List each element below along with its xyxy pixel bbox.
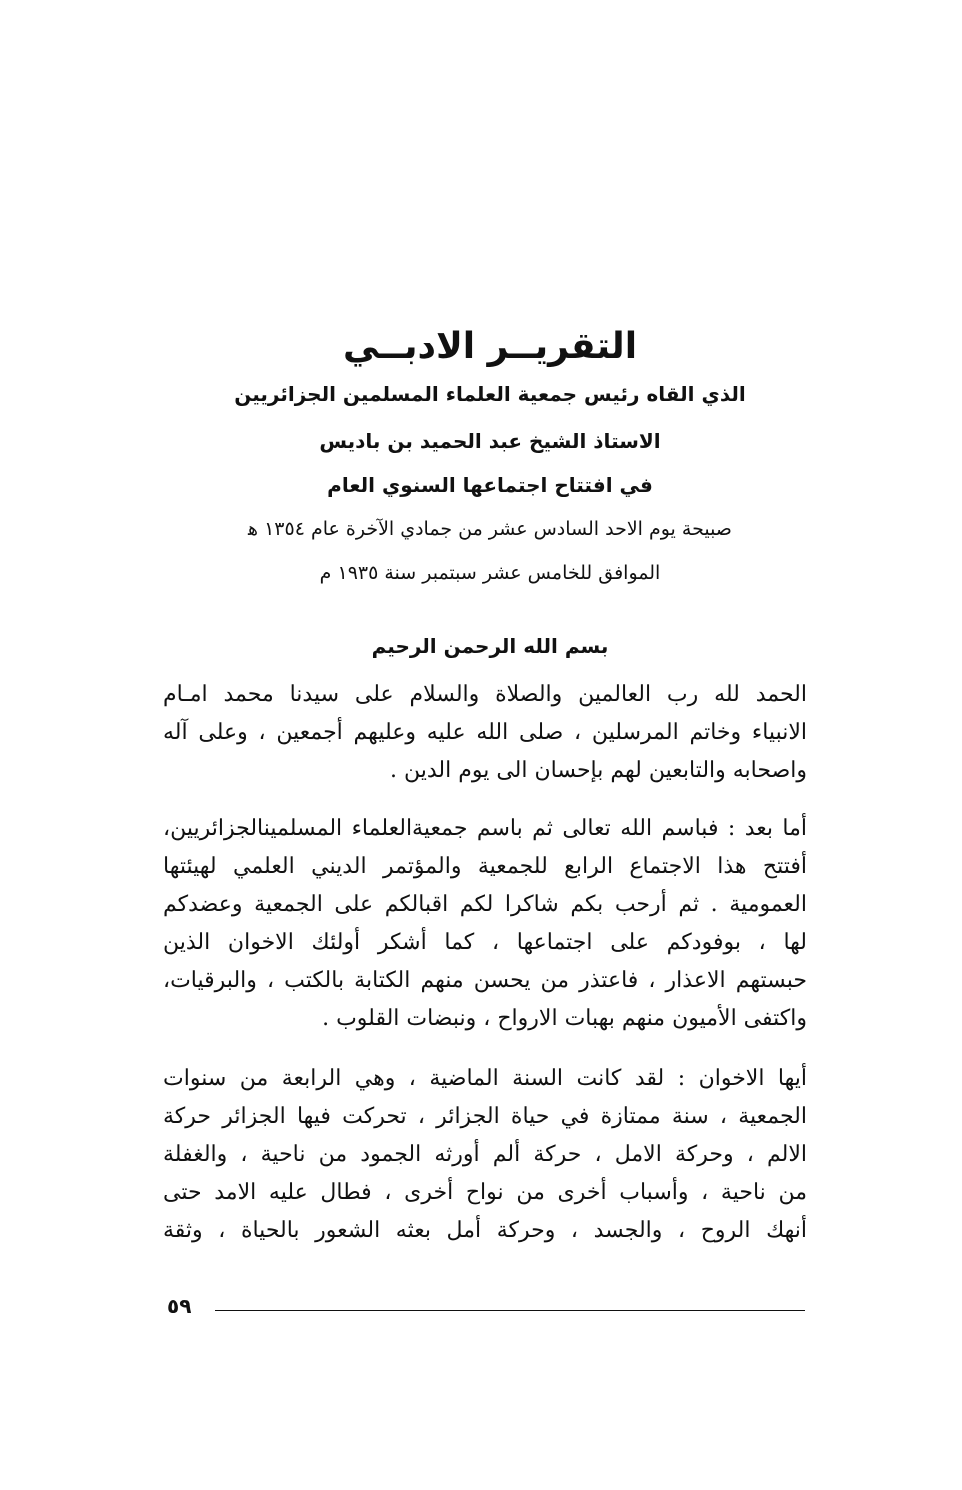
gregorian-date-line: الموافق للخامس عشر سبتمبر سنة ١٩٣٥ م [319, 562, 661, 584]
subtitle-occasion: في افتتاح اجتماعها السنوي العام [327, 473, 653, 497]
text-line: العمومية . ثم أرحب بكم شاكرا لكم اقبالكم على الجمعية وعضدكم [163, 892, 807, 917]
text-line: حبستهم الاعذار ، فاعتذر من يحسن منهم الكتابة بالكتب ، والبرقيات، [163, 968, 807, 993]
text-line: واصحابه والتابعين لهم بإحسان الى يوم الدين . [390, 758, 807, 783]
report-title: التقريــر الادبــي [342, 326, 638, 367]
basmala: بسم الله الرحمن الرحيم [371, 634, 609, 658]
paragraph-welcome [163, 810, 807, 1038]
text-line: من ناحية ، وأسباب أخرى من نواح أخرى ، فطال عليه الامد حتى [163, 1180, 807, 1205]
text-line: أنهك الروح ، والجسد ، وحركة أمل بعثه الشعور بالحياة ، وثقة [163, 1218, 807, 1243]
text-line: أفتتح هذا الاجتماع الرابع للجمعية والمؤتمر الديني العلمي لهيئتها [163, 854, 807, 879]
text-line: أيها الاخوان : لقد كانت السنة الماضية ، وهي الرابعة من سنوات [163, 1066, 807, 1091]
subtitle-speaker-name: الاستاذ الشيخ عبد الحميد بن باديس [319, 429, 661, 453]
text-line: أما بعد : فباسم الله تعالى ثم باسم جمعيةالعلماء المسلمينالجزائريين، [163, 816, 807, 841]
text-line: لها ، بوفودكم على اجتماعها ، كما أشكر أولئك الاخوان الذين [163, 930, 807, 955]
text-line: واكتفى الأميون منهم بهبات الارواح ، ونبضات القلوب . [322, 1006, 807, 1031]
hijri-date-line: صبيحة يوم الاحد السادس عشر من جمادي الآخرة عام ١٣٥٤ ﻫ [248, 518, 732, 540]
text-line: الالم ، وحركة الامل ، حركة ألم أورثه الجمود من ناحية ، والغفلة [163, 1142, 807, 1167]
paragraph-past-year [163, 1060, 807, 1250]
page-number: ٥٩ [167, 1294, 192, 1318]
text-line: الحمد لله رب العالمين والصلاة والسلام على سيدنا محمد امـام [163, 682, 807, 707]
footer-rule [215, 1310, 805, 1311]
subtitle-speaker-role: الذي القاه رئيس جمعية العلماء المسلمين الجزائريين [234, 382, 746, 406]
text-line: الانبياء وخاتم المرسلين ، صلى الله عليه وعليهم أجمعين ، وعلى آله [163, 720, 807, 745]
text-line: الجمعية ، سنة ممتازة في حياة الجزائر ، تحركت فيها الجزائر حركة [163, 1104, 807, 1129]
paragraph-opening-praise [163, 676, 807, 790]
